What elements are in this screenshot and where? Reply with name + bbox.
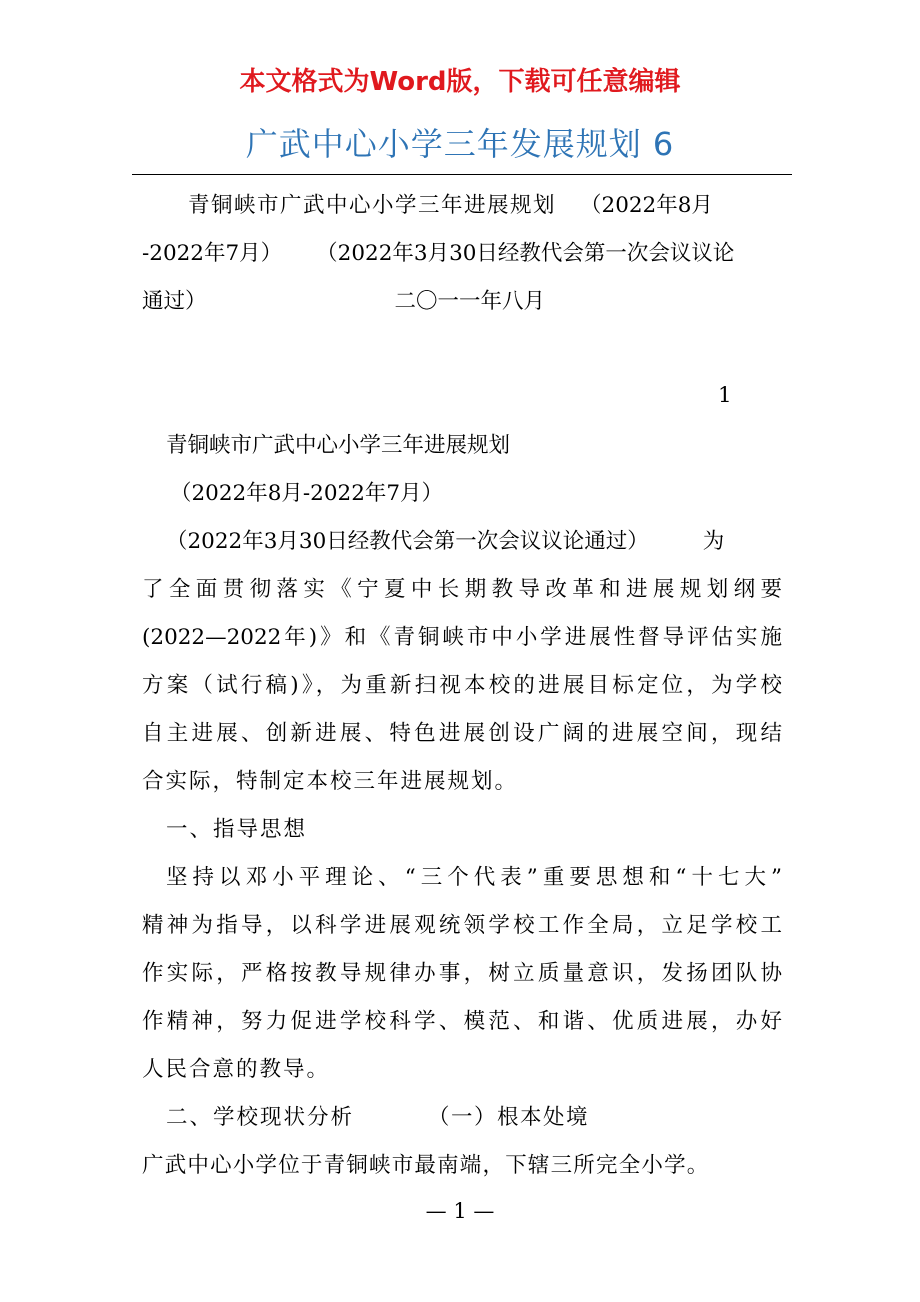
- paragraph-line: 作精神，努力促进学校科学、模范、和谐、优质进展，办好: [142, 1009, 782, 1034]
- paragraph-line: 作实际，严格按教导规律办事，树立质量意识，发扬团队协: [142, 961, 782, 986]
- cover-approval-end: 通过）: [142, 289, 207, 314]
- content-approval: [142, 518, 782, 566]
- paragraph-line: 精神为指导，以科学进展观统领学校工作全局，立足学校工: [142, 913, 782, 938]
- cover-title: 青铜峡市广武中心小学三年进展规划: [188, 193, 557, 218]
- section2-subheading: （一）根本处境: [428, 1105, 590, 1130]
- content-heading-text: 青铜峡市广武中心小学三年进展规划: [166, 433, 511, 458]
- section-heading-guiding-ideology: 一、指导思想: [166, 817, 308, 842]
- page-footer: — 1 —: [425, 1199, 495, 1223]
- blank-line: [142, 326, 782, 374]
- paragraph-line: (2022—2022年)》和《青铜峡市中小学进展性督导评估实施: [142, 625, 782, 650]
- format-notice-banner: 本文格式为Word版，下载可任意编辑: [239, 67, 681, 97]
- cover-date-end: -2022年7月）: [142, 241, 283, 266]
- intro-start: 为: [702, 529, 725, 554]
- paragraph-line: 自主进展、创新进展、特色进展创设广阔的进展空间，现结: [142, 721, 782, 746]
- document-body: [142, 182, 782, 1190]
- paragraph-line: 坚持以邓小平理论、“三个代表”重要思想和“十七大”: [166, 865, 782, 890]
- content-approval-text: （2022年3月30日经教代会第一次会议议论通过）: [166, 529, 649, 554]
- cover-line-1: [142, 182, 782, 230]
- paragraph-line: 方案（试行稿)》，为重新扫视本校的进展目标定位，为学校: [142, 673, 782, 698]
- content-period-text: （2022年8月-2022年7月）: [170, 481, 444, 506]
- paragraph-line-last: 合实际，特制定本校三年进展规划。: [142, 769, 519, 794]
- cover-date-start: （2022年8月: [580, 193, 713, 218]
- document-title: 广武中心小学三年发展规划 6: [245, 125, 675, 163]
- paragraph-line: 广武中心小学位于青铜峡市最南端，下辖三所完全小学。: [142, 1153, 710, 1178]
- section2-heading-text: 二、学校现状分析: [166, 1105, 355, 1130]
- paragraph-line: 了全面贯彻落实《宁夏中长期教导改革和进展规划纲要: [142, 577, 782, 602]
- title-divider: [132, 174, 792, 175]
- page-marker: 1: [718, 383, 732, 408]
- blank-line: [142, 374, 782, 422]
- section-heading-current-status: [142, 1094, 782, 1142]
- content-period: [142, 470, 782, 518]
- cover-line-3: [142, 278, 782, 326]
- cover-line-2: [142, 230, 782, 278]
- paragraph-line-last: 人民合意的教导。: [142, 1057, 331, 1082]
- cover-approval: （2022年3月30日经教代会第一次会议议论: [316, 241, 735, 266]
- cover-issue-date: 二〇一一年八月: [394, 289, 546, 314]
- content-heading: [142, 422, 782, 470]
